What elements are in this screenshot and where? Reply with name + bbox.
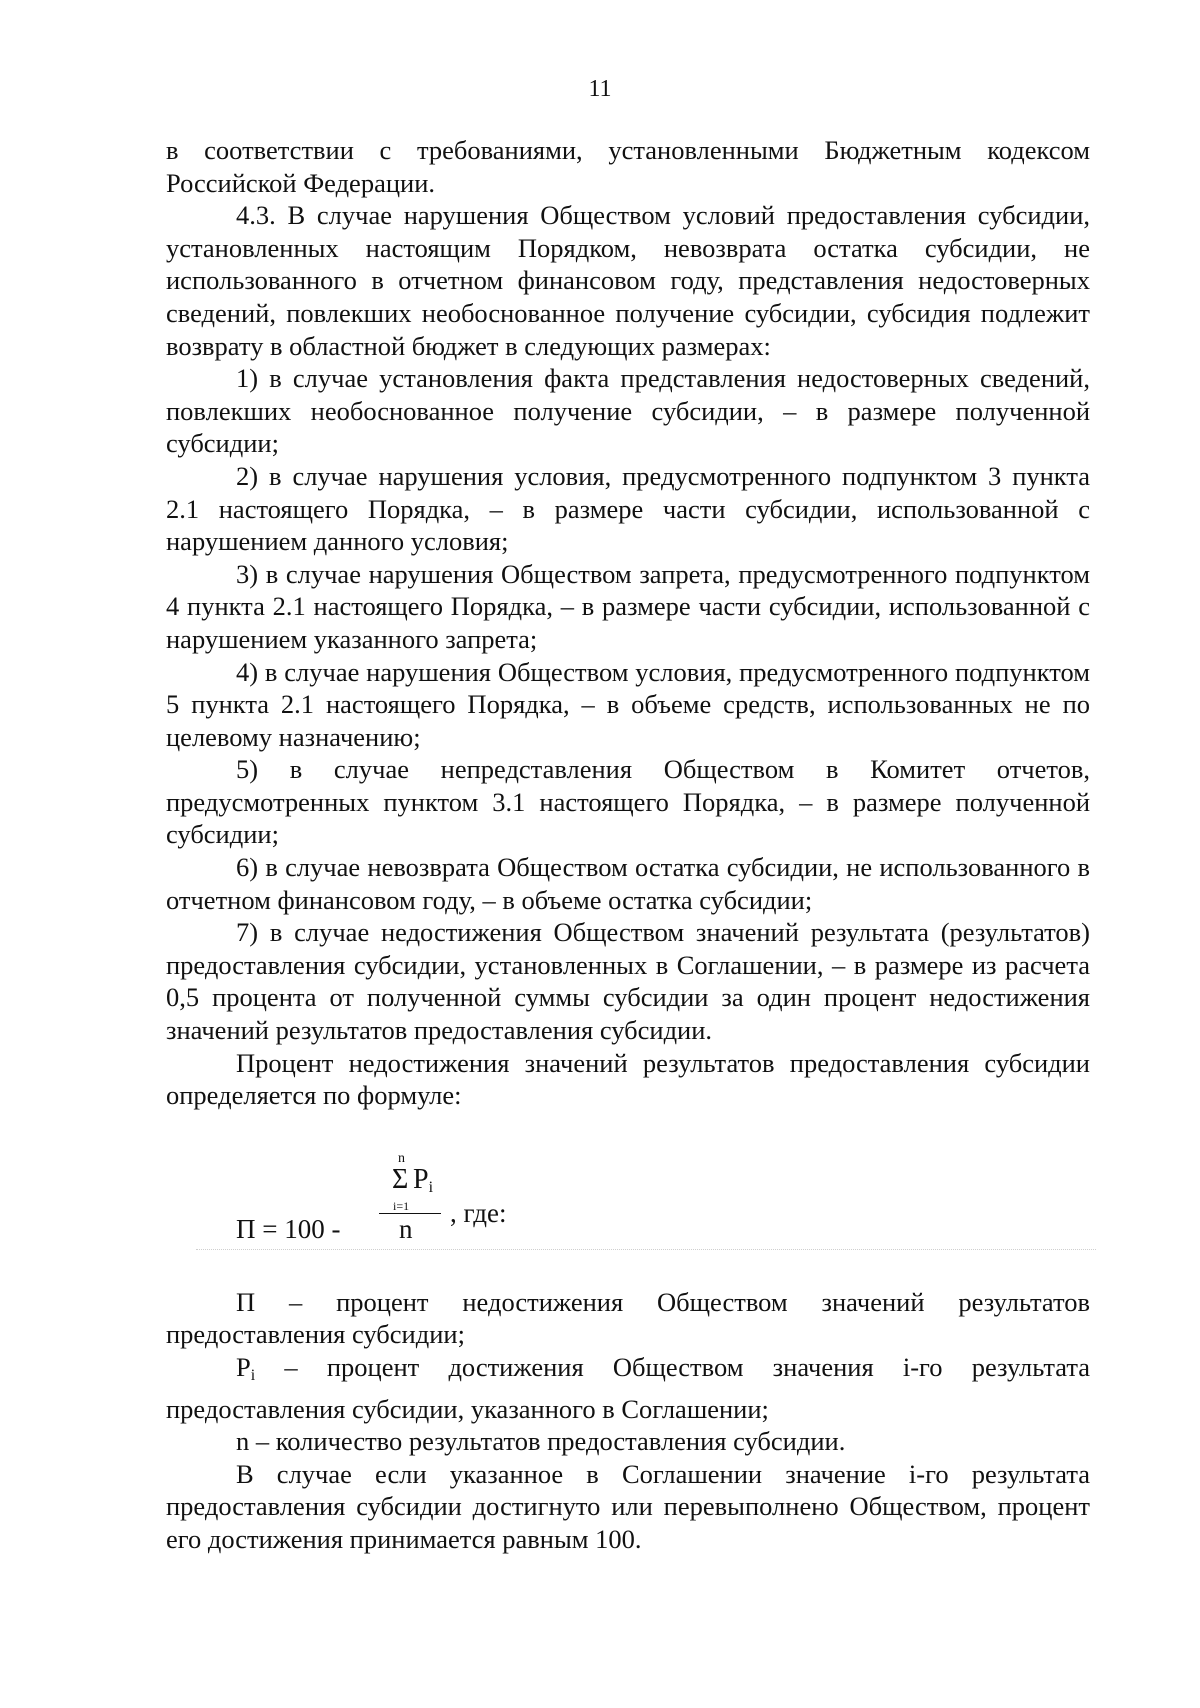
list-item-1: 1) в случае установления факта представления недостоверных сведений, повлекших необоснованное получение субсидии, – в размере полученной субсидии; bbox=[166, 363, 1090, 459]
fraction-denominator: n bbox=[399, 1213, 413, 1244]
page-number: 11 bbox=[588, 76, 612, 102]
paragraph-continuation: в соответствии с требованиями, установленными Бюджетным кодексом Российской Федерации. bbox=[166, 135, 1090, 198]
document-body bbox=[166, 134, 1090, 1556]
definition-n: n – количество результатов предоставления субсидии. bbox=[236, 1426, 846, 1457]
definition-p: П – процент недостижения Обществом значений результатов предоставления субсидии; bbox=[166, 1286, 1090, 1350]
sum-term-subscript: i bbox=[428, 1178, 434, 1196]
definition-pi-text: – процент достижения Обществом значения i-го результата предоставления субсидии, указанного в Соглашении; bbox=[166, 1352, 1090, 1424]
formula-suffix: , где: bbox=[450, 1197, 507, 1228]
list-item-6: 6) в случае невозврата Обществом остатка субсидии, не использованного в отчетном финансовом году, – в объеме остатка субсидии; bbox=[166, 852, 1090, 915]
list-item-3: 3) в случае нарушения Обществом запрета, предусмотренного подпунктом 4 пункта 2.1 настоящего Порядка, – в размере части субсидии, использованной с нарушением указанного запрета; bbox=[166, 558, 1090, 654]
sum-term-symbol: P bbox=[413, 1163, 429, 1195]
list-item-5: 5) в случае непредставления Обществом в Комитет отчетов, предусмотренных пунктом 3.1 настоящего Порядка, – в размере полученной субсидии; bbox=[166, 754, 1090, 850]
closing-paragraph: В случае если указанное в Соглашении значение i-го результата предоставления субсидии достигнуто или перевыполнено Обществом, процент его достижения принимается равным 100. bbox=[166, 1458, 1090, 1554]
sum-lower-limit: i=1 bbox=[393, 1198, 410, 1213]
list-item-4: 4) в случае нарушения Обществом условия, предусмотренного подпунктом 5 пункта 2.1 настоящего Порядка, – в объеме средств, использованных не по целевому назначению; bbox=[166, 656, 1090, 752]
formula-block bbox=[166, 1112, 1090, 1280]
scan-dotted-line bbox=[196, 1249, 1096, 1250]
list-item-2: 2) в случае нарушения условия, предусмотренного подпунктом 3 пункта 2.1 настоящего Порядка, – в размере части субсидии, использованной с нарушением данного условия; bbox=[166, 460, 1090, 557]
definition-pi bbox=[166, 1351, 1090, 1425]
definition-pi-symbol: P bbox=[236, 1352, 251, 1382]
sum-upper-limit: n bbox=[398, 1150, 405, 1166]
formula-intro: Процент недостижения значений результатов предоставления субсидии определяется по формуле: bbox=[166, 1047, 1090, 1111]
definition-pi-subscript: i bbox=[250, 1367, 256, 1384]
paragraph-4-3: 4.3. В случае нарушения Обществом условий предоставления субсидии, установленных настоящим Порядком, невозврата остатка субсидии, не использованного в отчетном финансовом году, представления недостоверных сведений, повлекших необоснованное получение субсидии, субсидия подлежит возврату в областной бюджет в следующих размерах: bbox=[166, 200, 1090, 361]
list-item-7: 7) в случае недостижения Обществом значений результата (результатов) предоставления субсидии, установленных в Соглашении, – в размере из расчета 0,5 процента от полученной суммы субсидии за один процент недостижения значений результатов предоставления субсидии. bbox=[166, 917, 1090, 1046]
sum-term bbox=[413, 1163, 434, 1202]
sigma-symbol: Σ bbox=[392, 1163, 409, 1195]
formula-lhs: П = 100 - bbox=[236, 1213, 341, 1244]
